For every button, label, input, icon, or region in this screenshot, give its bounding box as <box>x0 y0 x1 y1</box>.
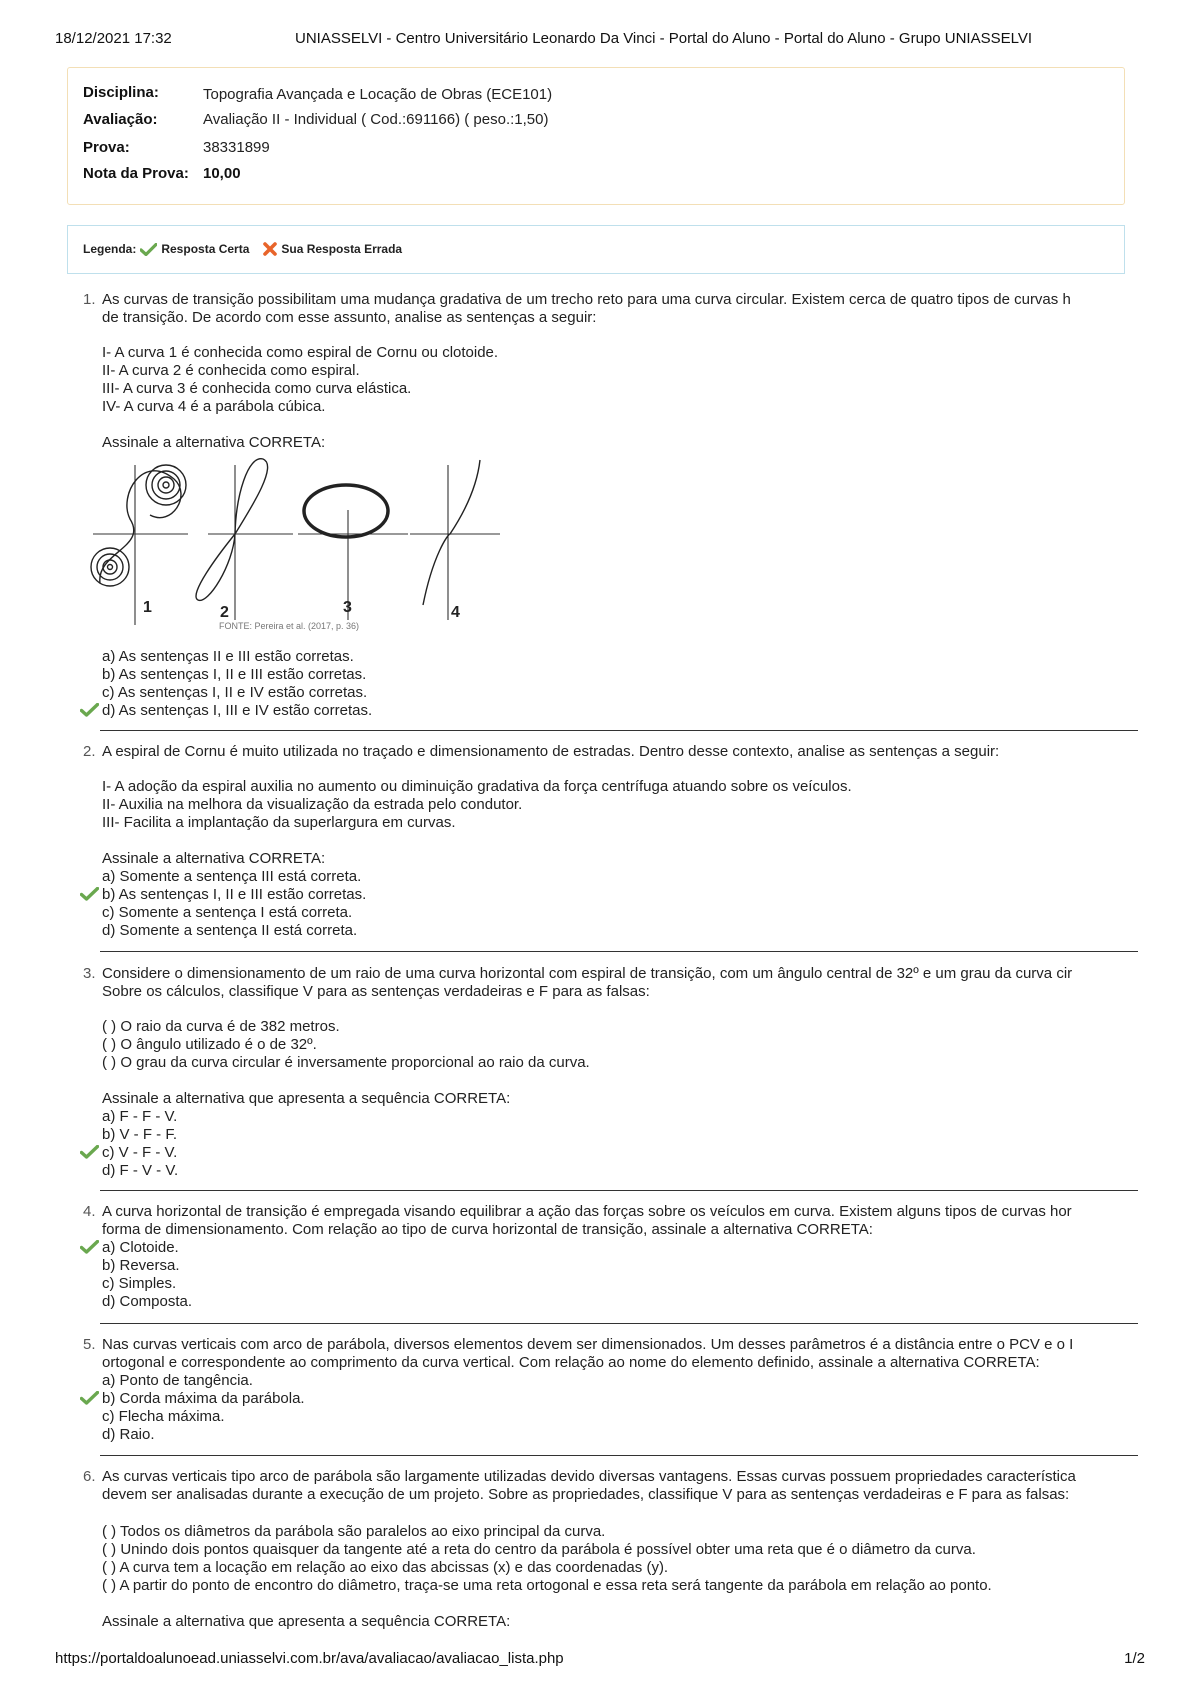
transition-curves-figure <box>88 455 508 635</box>
statement: II- A curva 2 é conhecida como espiral. <box>102 362 360 379</box>
answer-option-a: a) As sentenças II e III estão corretas. <box>102 648 354 665</box>
statement: III- Facilita a implantação da superlargura em curvas. <box>102 814 456 831</box>
statement: III- A curva 3 é conhecida como curva elástica. <box>102 380 412 397</box>
answer-option-c: c) Somente a sentença I está correta. <box>102 904 353 921</box>
correct-check-icon <box>80 887 99 901</box>
correct-check-icon <box>80 1240 99 1254</box>
statement: I- A curva 1 é conhecida como espiral de Cornu ou clotoide. <box>102 344 499 361</box>
page-number: 1/2 <box>1124 1650 1145 1667</box>
question-prompt: Assinale a alternativa que apresenta a sequência CORRETA: <box>102 1090 511 1107</box>
question-number: 2. <box>83 743 96 760</box>
figure-label-1: 1 <box>143 599 152 616</box>
nota-label: Nota da Prova: <box>83 165 189 182</box>
curve-3-elastic-curve <box>298 485 408 620</box>
question-text-line: A curva horizontal de transição é empregada visando equilibrar a ação das forças sobre os veículos em curva. Existem alguns tipos de curvas hor <box>102 1203 1072 1220</box>
correct-check-icon <box>80 703 99 717</box>
statement: ( ) A curva tem a locação em relação ao eixo das abcissas (x) e das coordenadas (y). <box>102 1559 669 1576</box>
answer-option-d: d) F - V - V. <box>102 1162 179 1179</box>
statement: ( ) Unindo dois pontos quaisquer da tangente até a reta do centro da parábola é possível obter uma reta que é o diâmetro da curva. <box>102 1541 976 1558</box>
answer-option-c: c) Simples. <box>102 1275 177 1292</box>
curve-2-lemniscate <box>196 459 293 620</box>
legend-box <box>67 225 1125 274</box>
question-text-line: devem ser analisadas durante a execução de um projeto. Sobre as propriedades, classifique V para as sentenças verdadeiras e F para as falsas: <box>102 1486 1070 1503</box>
figure-label-3: 3 <box>343 599 352 616</box>
question-divider <box>100 951 1138 952</box>
answer-option-b: b) Reversa. <box>102 1257 180 1274</box>
question-text-line: de transição. De acordo com esse assunto, analise as sentenças a seguir: <box>102 309 597 326</box>
question-text-line: forma de dimensionamento. Com relação ao tipo de curva horizontal de transição, assinale a alternativa CORRETA: <box>102 1221 873 1238</box>
correct-check-icon <box>80 1391 99 1405</box>
question-divider <box>100 730 1138 731</box>
answer-option-b: b) V - F - F. <box>102 1126 177 1143</box>
page-url: https://portaldoalunoead.uniasselvi.com.br/ava/avaliacao/avaliacao_lista.php <box>55 1650 564 1667</box>
question-number: 3. <box>83 965 96 982</box>
curve-1-cornu-spiral <box>91 465 188 625</box>
answer-option-c: c) Flecha máxima. <box>102 1408 225 1425</box>
question-number: 1. <box>83 291 96 308</box>
question-number: 4. <box>83 1203 96 1220</box>
answer-option-a: a) F - F - V. <box>102 1108 178 1125</box>
statement: ( ) Todos os diâmetros da parábola são paralelos ao eixo principal da curva. <box>102 1523 606 1540</box>
disciplina-label: Disciplina: <box>83 84 159 101</box>
answer-option-a: a) Ponto de tangência. <box>102 1372 253 1389</box>
question-text-line: Considere o dimensionamento de um raio de uma curva horizontal com espiral de transição, com um ângulo central de 32º e um grau da curva cir <box>102 965 1073 982</box>
disciplina-value: Topografia Avançada e Locação de Obras (ECE101) <box>203 86 553 103</box>
question-text-line: As curvas de transição possibilitam uma mudança gradativa de um trecho reto para uma curva circular. Existem cerca de quatro tipos de curvas h <box>102 291 1071 308</box>
answer-option-d: d) Raio. <box>102 1426 155 1443</box>
answer-option-a: a) Clotoide. <box>102 1239 179 1256</box>
question-prompt: Assinale a alternativa que apresenta a sequência CORRETA: <box>102 1613 511 1630</box>
statement: ( ) O ângulo utilizado é o de 32º. <box>102 1036 317 1053</box>
answer-option-b: b) Corda máxima da parábola. <box>102 1390 305 1407</box>
prova-label: Prova: <box>83 139 130 156</box>
answer-option-a: a) Somente a sentença III está correta. <box>102 868 362 885</box>
answer-option-d: d) Composta. <box>102 1293 193 1310</box>
figure-source: FONTE: Pereira et al. (2017, p. 36) <box>219 621 360 631</box>
question-divider <box>100 1190 1138 1191</box>
question-divider <box>100 1455 1138 1456</box>
question-number: 5. <box>83 1336 96 1353</box>
correct-check-icon <box>80 1145 99 1159</box>
legend-wrong-label: Sua Resposta Errada <box>281 242 403 256</box>
print-title: UNIASSELVI - Centro Universitário Leonardo Da Vinci - Portal do Aluno - Portal do Aluno - Grupo UNIASSELVI <box>295 30 1033 47</box>
avaliacao-label: Avaliação: <box>83 111 158 128</box>
avaliacao-value: Avaliação II - Individual ( Cod.:691166) ( peso.:1,50) <box>203 111 549 128</box>
legend <box>83 242 402 256</box>
question-divider <box>100 1323 1138 1324</box>
figure-label-4: 4 <box>451 604 460 621</box>
legend-label: Legenda: <box>83 242 137 256</box>
statement: I- A adoção da espiral auxilia no aumento ou diminuição gradativa da força centrífuga atuando sobre os veículos. <box>102 778 852 795</box>
question-number: 6. <box>83 1468 96 1485</box>
question-text-line: A espiral de Cornu é muito utilizada no traçado e dimensionamento de estradas. Dentro desse contexto, analise as sentenças a seguir: <box>102 743 1000 760</box>
answer-option-c: c) As sentenças I, II e IV estão corretas. <box>102 684 368 701</box>
question-prompt: Assinale a alternativa CORRETA: <box>102 434 326 451</box>
question-text-line: Sobre os cálculos, classifique V para as sentenças verdadeiras e F para as falsas: <box>102 983 650 1000</box>
statement: II- Auxilia na melhora da visualização da estrada pelo condutor. <box>102 796 523 813</box>
answer-option-b: b) As sentenças I, II e III estão corretas. <box>102 666 367 683</box>
answer-option-d: d) Somente a sentença II está correta. <box>102 922 358 939</box>
legend-correct-label: Resposta Certa <box>161 242 250 256</box>
cross-icon <box>263 242 277 256</box>
question-text-line: Nas curvas verticais com arco de parábola, diversos elementos devem ser dimensionados. Um desses parâmetros é a distância entre o PCV e o I <box>102 1336 1074 1353</box>
nota-value: 10,00 <box>203 165 241 182</box>
statement: ( ) O grau da curva circular é inversamente proporcional ao raio da curva. <box>102 1054 590 1071</box>
statement: ( ) A partir do ponto de encontro do diâmetro, traça-se uma reta ortogonal e essa reta será tangente da parábola em relação ao ponto. <box>102 1577 992 1594</box>
answer-option-b: b) As sentenças I, II e III estão corretas. <box>102 886 367 903</box>
answer-option-d: d) As sentenças I, III e IV estão corretas. <box>102 702 373 719</box>
print-date: 18/12/2021 17:32 <box>55 30 172 47</box>
question-prompt: Assinale a alternativa CORRETA: <box>102 850 326 867</box>
evaluation-info-box <box>67 67 1125 205</box>
question-text-line: ortogonal e correspondente ao comprimento da curva vertical. Com relação ao nome do elemento definido, assinale a alternativa CORRETA: <box>102 1354 1040 1371</box>
curve-4-cubic-parabola <box>410 460 500 620</box>
print-header <box>55 30 1145 50</box>
prova-value: 38331899 <box>203 139 270 156</box>
statement: ( ) O raio da curva é de 382 metros. <box>102 1018 340 1035</box>
figure-label-2: 2 <box>220 604 229 621</box>
check-icon <box>140 243 157 256</box>
answer-option-c: c) V - F - V. <box>102 1144 178 1161</box>
question-text-line: As curvas verticais tipo arco de parábola são largamente utilizadas devido diversas vantagens. Essas curvas possuem propriedades característica <box>102 1468 1076 1485</box>
statement: IV- A curva 4 é a parábola cúbica. <box>102 398 326 415</box>
